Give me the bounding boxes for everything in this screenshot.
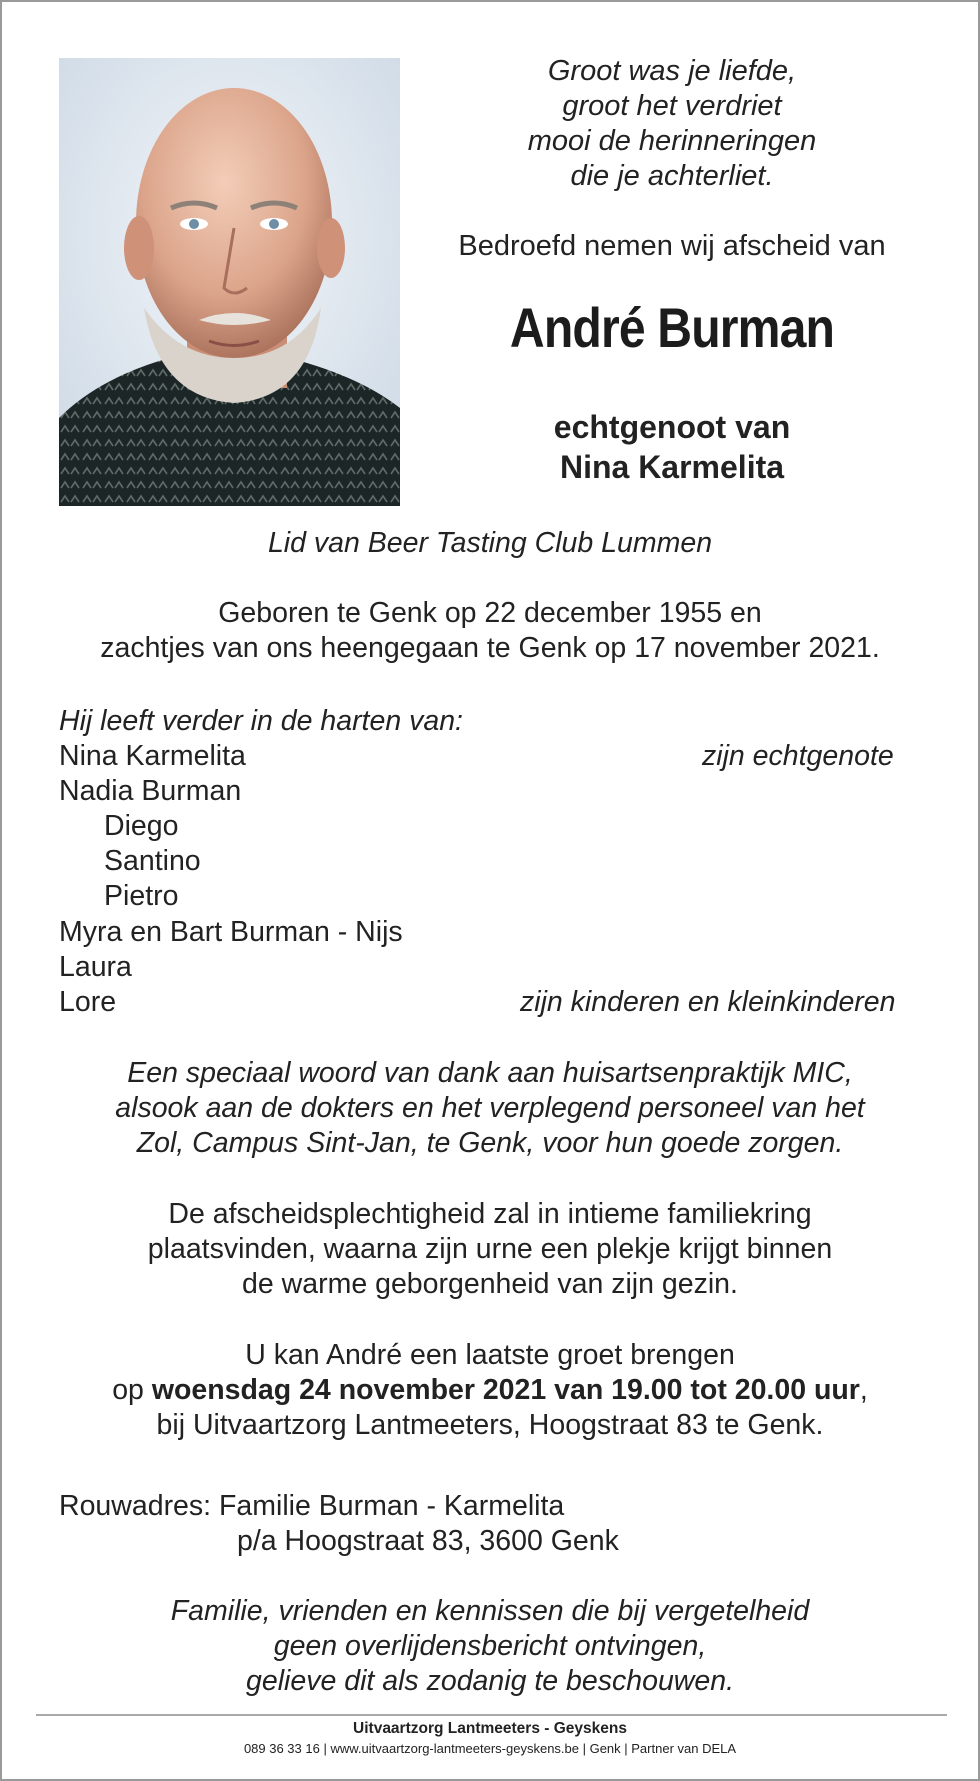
visit-prefix: op [112,1374,152,1406]
family-role: zijn kinderen en kleinkinderen [520,986,896,1018]
ceremony-line: plaatsvinden, waarna zijn urne een plekje krijgt binnen [147,1233,833,1265]
closing-line: Familie, vrienden en kennissen die bij vergetelheid [170,1595,810,1627]
deceased-name: André Burman [509,296,835,359]
family-member: Nadia Burman [59,775,242,807]
visit-suffix: , [859,1374,868,1406]
visit-datetime: woensdag 24 november 2021 van 19.00 tot 20.00 uur [151,1374,860,1406]
family-member: Lore [59,986,117,1018]
portrait-photo [59,58,400,506]
poem [422,54,922,194]
spouse-block [422,407,922,487]
spouse-label: echtgenoot van [553,409,791,445]
family-member: Santino [104,845,201,877]
death-line: zachtjes van ons heengegaan te Genk op 17 november 2021. [100,632,880,664]
visit-location: bij Uitvaartzorg Lantmeeters, Hoogstraat 83 te Genk. [156,1409,824,1441]
family-member: Myra en Bart Burman - Nijs [59,916,403,948]
family-member: Laura [59,951,132,983]
address-line: Rouwadres: Familie Burman - Karmelita [59,1490,565,1522]
closing-line: geen overlijdensbericht ontvingen, [273,1630,707,1662]
poem-line: groot het verdriet [562,90,782,122]
poem-line: die je achterliet. [570,160,774,192]
family-member: Diego [104,810,179,842]
spouse-name: Nina Karmelita [559,449,785,485]
family-role: zijn echtgenote [702,740,894,772]
funeral-company: Uitvaartzorg Lantmeeters - Geyskens [353,1720,627,1737]
family-member: Pietro [104,880,179,912]
poem-line: mooi de herinneringen [527,125,817,157]
visit-line: U kan André een laatste groet brengen [245,1339,735,1371]
ceremony-line: De afscheidsplechtigheid zal in intieme familiekring [168,1198,812,1230]
funeral-contact: 089 36 33 16 | www.uitvaartzorg-lantmeeters-geyskens.be | Genk | Partner van DELA [243,1741,737,1756]
closing-line: gelieve dit als zodanig te beschouwen. [246,1665,734,1697]
intro-line: Bedroefd nemen wij afscheid van [458,230,886,262]
footer-divider [36,1714,947,1716]
ceremony-line: de warme geborgenheid van zijn gezin. [242,1268,738,1300]
poem-line: Groot was je liefde, [547,55,797,87]
birth-line: Geboren te Genk op 22 december 1955 en [218,597,762,629]
thanks-line: alsook aan de dokters en het verplegend personeel van het [115,1092,865,1124]
thanks-line: Zol, Campus Sint-Jan, te Genk, voor hun goede zorgen. [136,1127,844,1159]
visit-date-line [2,1373,978,1408]
club-membership: Lid van Beer Tasting Club Lummen [267,527,713,559]
family-heading: Hij leeft verder in de harten van: [59,705,463,737]
family-member: Nina Karmelita [59,740,246,772]
thanks-line: Een speciaal woord van dank aan huisartsenpraktijk MIC, [127,1057,853,1089]
address-line: p/a Hoogstraat 83, 3600 Genk [237,1525,619,1557]
